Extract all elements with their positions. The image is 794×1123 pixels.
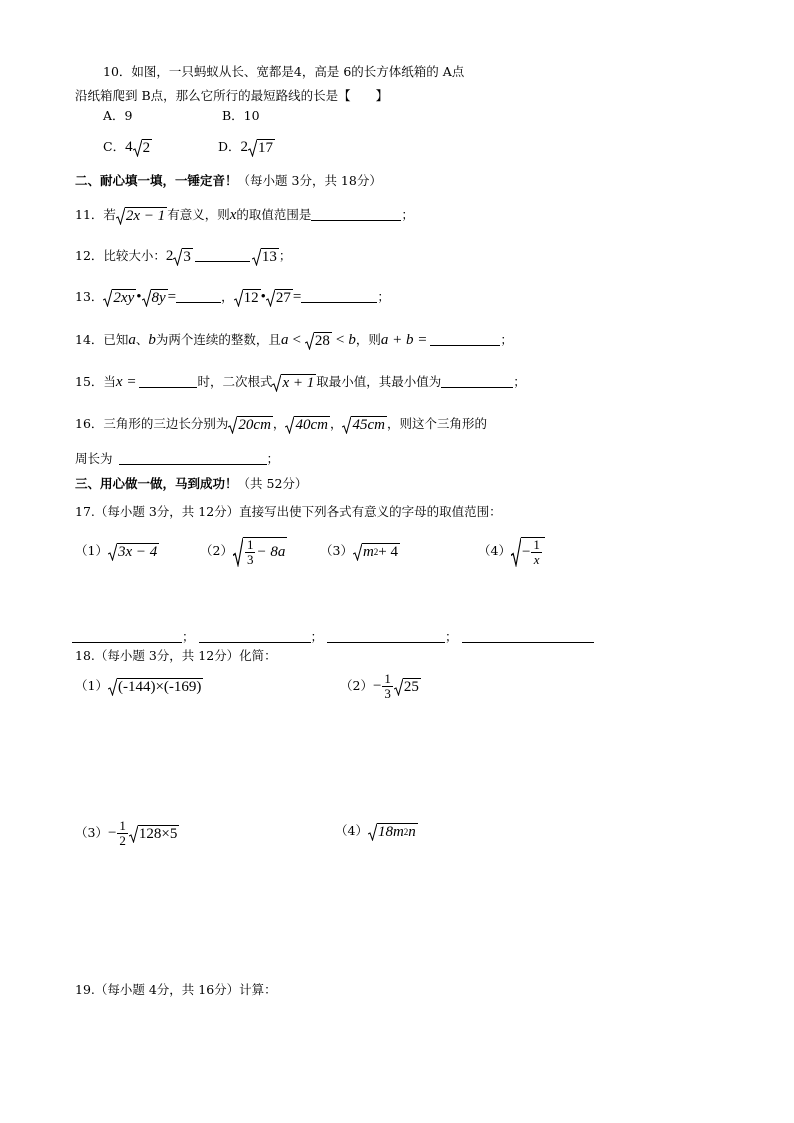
answer-blank[interactable] <box>176 288 221 303</box>
radical: 2x − 1 <box>116 207 167 225</box>
radical: 8y <box>142 289 168 307</box>
section-3-note: （共 52分） <box>237 476 308 491</box>
option-d-coef: 2 <box>240 139 249 155</box>
q16-sep: ， <box>272 416 286 431</box>
q18-item-2: （2）− $\frac{1}{3}$ 25 <box>340 671 419 701</box>
q15-mid: 时，二次根式 <box>197 374 273 389</box>
q14-mid: 为两个连续的整数，且 <box>155 332 281 347</box>
radical: 3 <box>173 248 193 266</box>
question-12 <box>75 246 291 266</box>
answer-blank[interactable] <box>430 331 500 346</box>
item-label: （2） <box>200 543 233 558</box>
equals: = <box>167 289 177 305</box>
q12-end: ； <box>278 248 292 263</box>
question-10-line2: 沿纸箱爬到 B点，那么它所行的最短路线的长是【 】 <box>75 88 389 103</box>
radical: 28 <box>305 332 332 350</box>
answer-blank[interactable] <box>311 206 401 221</box>
answer-blank[interactable] <box>301 288 377 303</box>
q17-item-3 <box>320 541 400 561</box>
radical: 40cm <box>285 416 330 434</box>
section-3-title: 三、用心做一做，马到成功！ <box>75 476 238 491</box>
radical: 20cm <box>228 416 273 434</box>
item-label: （4） <box>478 543 511 558</box>
q13-sep: ， <box>221 289 234 304</box>
radical: 3x − 4 <box>108 543 159 561</box>
q11-prefix: 11．若 <box>75 207 116 222</box>
radical: 2xy <box>103 289 136 307</box>
item-label: （1） <box>75 678 108 693</box>
less-than: < <box>335 332 345 348</box>
q11-suffix: 有意义，则 <box>167 207 230 222</box>
radical: 25 <box>394 678 421 696</box>
radical: (-144)×(-169) <box>108 678 203 696</box>
option-d-label: D． <box>218 139 241 154</box>
q14-b2: b <box>348 332 356 348</box>
answer-blank[interactable] <box>199 628 311 643</box>
semicolon: ； <box>310 629 324 644</box>
q14-sep: 、 <box>135 332 149 347</box>
section-3-heading <box>75 474 307 494</box>
radical: 13 <box>252 248 279 266</box>
q16-prefix: 16．三角形的三边长分别为 <box>75 416 229 431</box>
question-11 <box>75 205 414 225</box>
q18-item-4 <box>335 821 418 841</box>
question-10-option-d <box>218 137 275 157</box>
item-label: （3） <box>320 543 353 558</box>
section-2-title: 二、耐心填一填，一锤定音！ <box>75 173 238 188</box>
radical: x + 1 <box>272 374 316 392</box>
section-2-heading <box>75 171 382 191</box>
question-15 <box>75 372 526 392</box>
question-19-header: 19.（每小题 4分，共 16分）计算： <box>75 982 277 997</box>
q15-mid2: 取最小值，其最小值为 <box>316 374 442 389</box>
minus: − <box>107 825 117 841</box>
q17-item-2 <box>200 528 287 574</box>
answer-blank[interactable] <box>139 373 197 388</box>
option-c-label: C． <box>103 139 126 154</box>
minus: − <box>372 678 382 694</box>
item-label: （4） <box>335 823 368 838</box>
q15-prefix: 15．当 <box>75 374 116 389</box>
radical: $\frac{1}{3}$ − 8a <box>233 537 287 567</box>
q16-end: ； <box>266 451 280 466</box>
radical: 27 <box>266 289 293 307</box>
option-c-coef: 4 <box>125 139 133 155</box>
q17-item-4 <box>478 528 545 574</box>
q14-a2: a <box>280 332 289 348</box>
radical: 45cm <box>342 416 387 434</box>
radical: m 2 + 4 <box>353 543 400 561</box>
dot-operator: • <box>260 289 266 305</box>
q15-xeq: x = <box>115 374 137 390</box>
q18-item-3: （3）− $\frac{1}{2}$ 128×5 <box>75 818 178 848</box>
dot-operator: • <box>136 289 142 305</box>
q14-b: b <box>148 332 156 348</box>
answer-blank[interactable] <box>72 628 182 643</box>
q16-line2-text: 周长为 <box>75 451 113 466</box>
q14-a: a <box>128 332 136 348</box>
question-17-header: 17.（每小题 3分，共 12分）直接写出使下列各式有意义的字母的取值范围： <box>75 504 502 519</box>
q11-suffix2: 的取值范围是 <box>236 207 312 222</box>
answer-blank[interactable] <box>462 628 594 643</box>
radical: 17 <box>248 139 275 157</box>
question-10-line1: 10．如图，一只蚂蚁从长、宽都是4，高是 6的长方体纸箱的 A点 <box>103 64 465 79</box>
q15-end: ； <box>513 374 526 389</box>
radical: 2 <box>133 139 153 157</box>
q17-item-1 <box>75 541 159 561</box>
q12-prefix: 12．比较大小： <box>75 248 166 263</box>
item-label: （2） <box>340 678 373 693</box>
q14-mid2: ，则 <box>355 332 381 347</box>
q11-end: ； <box>401 207 414 222</box>
question-18-header: 18.（每小题 3分，共 12分）化简： <box>75 648 277 663</box>
q16-suffix: ，则这个三角形的 <box>386 416 487 431</box>
question-10-option-b: B．10 <box>222 108 260 123</box>
radical: − $\frac{1}{x}$ <box>511 537 545 567</box>
answer-blank[interactable] <box>195 247 250 262</box>
q12-coef: 2 <box>165 248 174 264</box>
question-10-option-a: A．9 <box>103 108 133 123</box>
q14-prefix: 14．已知 <box>75 332 129 347</box>
q14-sum: a + b = <box>380 332 428 348</box>
question-16-line1 <box>75 414 487 434</box>
item-label: （1） <box>75 543 108 558</box>
answer-blank[interactable] <box>327 628 445 643</box>
question-10-option-c <box>103 137 152 157</box>
q11-var: x <box>229 207 237 223</box>
answer-blank[interactable] <box>119 450 267 465</box>
question-13 <box>75 287 390 307</box>
q18-item-1 <box>75 676 203 696</box>
less-than: < <box>292 332 301 348</box>
radical: 18m 2 n <box>368 823 418 841</box>
q13-prefix: 13． <box>75 289 104 304</box>
answer-blank[interactable] <box>441 373 513 388</box>
semicolon: ； <box>445 629 458 644</box>
semicolon: ； <box>182 629 195 644</box>
q13-end: ； <box>377 289 390 304</box>
radical: 12 <box>234 289 261 307</box>
equals: = <box>292 289 302 305</box>
section-2-note: （每小题 3分，共 18分） <box>237 173 382 188</box>
q14-end: ； <box>500 332 513 347</box>
q17-answer-row <box>72 627 594 647</box>
question-16-line2 <box>75 449 279 469</box>
q16-sep: ， <box>329 416 343 431</box>
item-label: （3） <box>75 825 108 840</box>
radical: 128×5 <box>129 825 179 843</box>
question-14 <box>75 330 513 350</box>
